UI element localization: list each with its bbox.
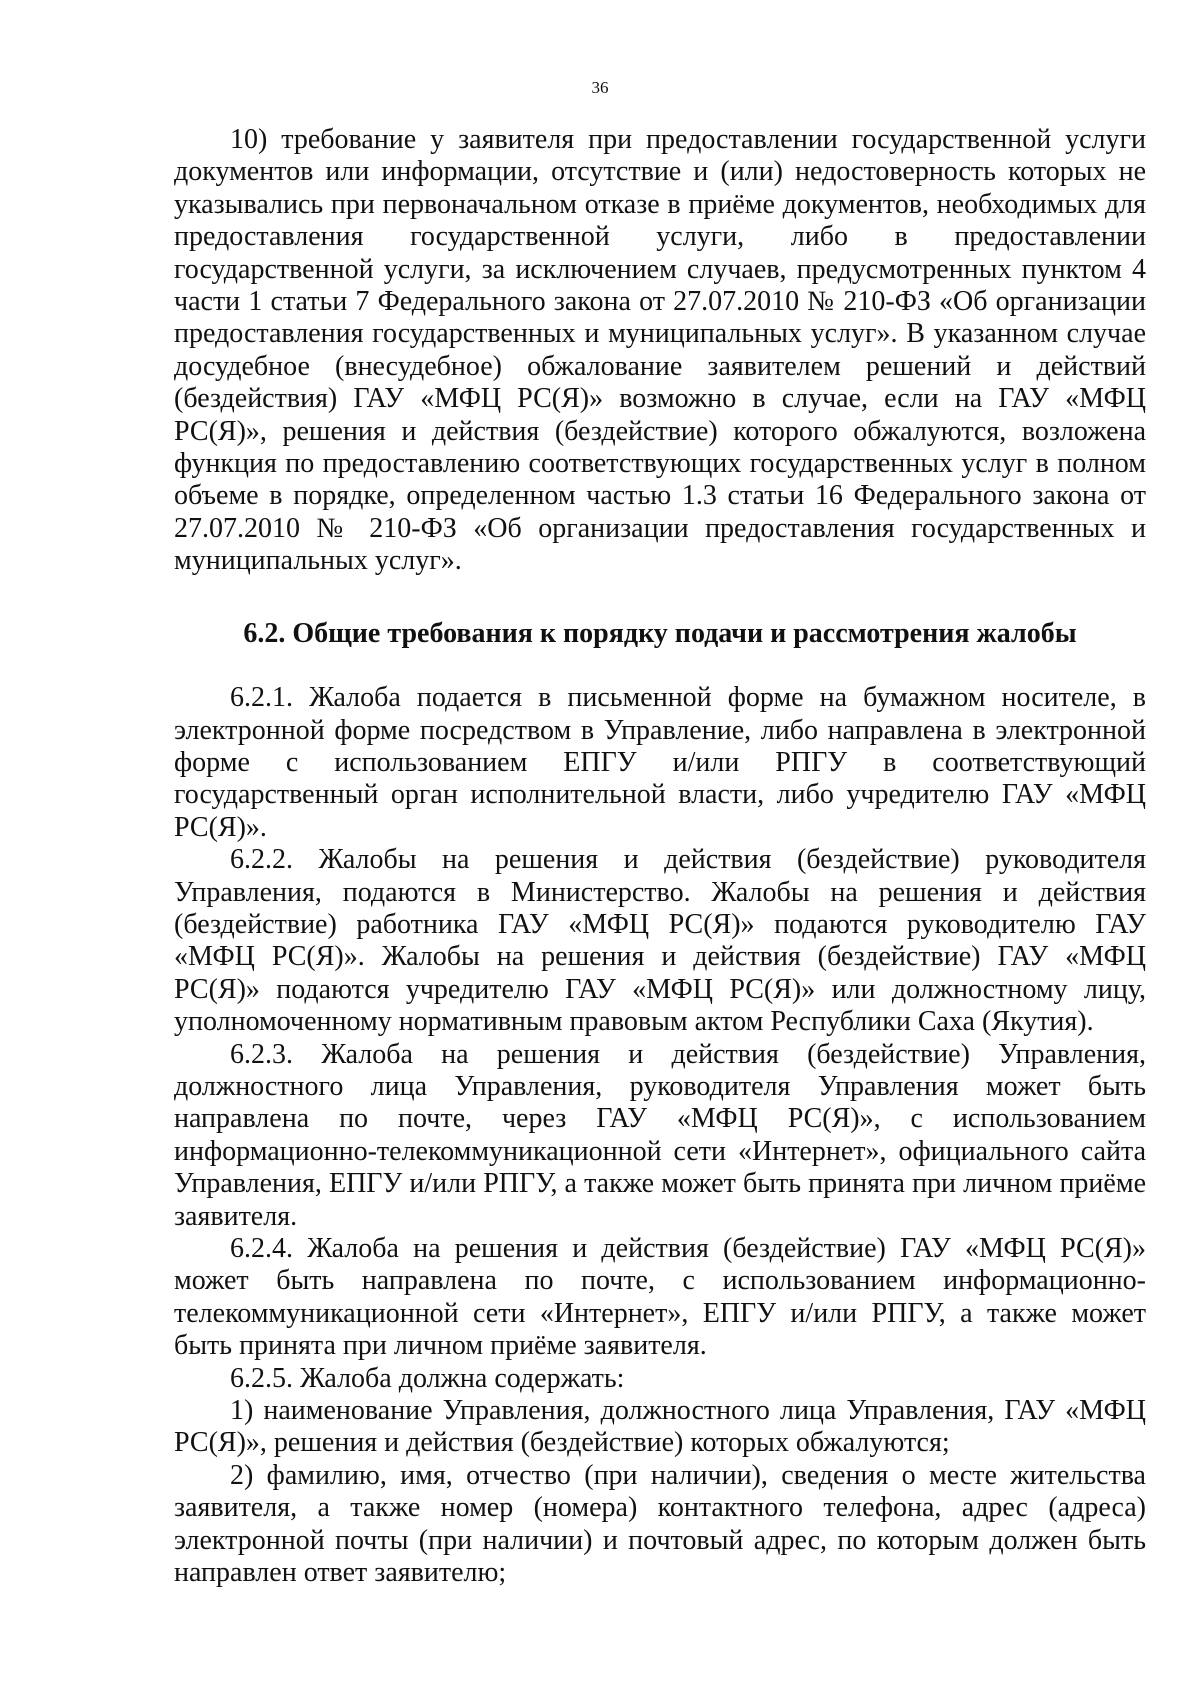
list-item-1: 1) наименование Управления, должностного лица Управления, ГАУ «МФЦ РС(Я)», решения и действия (бездействие) которых обжалуются;	[174, 1395, 1146, 1459]
paragraph-6-2-1: 6.2.1. Жалоба подается в письменной форме на бумажном носителе, в электронной форме посредством в Управление, либо направлена в электронной форме с использованием ЕПГУ и/или РПГУ в соответствующий государственный орган исполнительной власти, либо учредителю ГАУ «МФЦ РС(Я)».	[174, 682, 1146, 843]
list-item-2: 2) фамилию, имя, отчество (при наличии), сведения о месте жительства заявителя, а также номер (номера) контактного телефона, адрес (адреса) электронной почты (при наличии) и почтовый адрес, по которым должен быть направлен ответ заявителю;	[174, 1459, 1146, 1589]
paragraph-6-2-4: 6.2.4. Жалоба на решения и действия (бездействие) ГАУ «МФЦ РС(Я)» может быть направлена по почте, с использованием информационно-телекоммуникационной сети «Интернет», ЕПГУ и/или РПГУ, а также может быть принята при личном приёме заявителя.	[174, 1233, 1146, 1362]
paragraph-item-10: 10) требование у заявителя при предоставлении государственной услуги документов или информации, отсутствие и (или) недостоверность которых не указывались при первоначальном отказе в приёме документов, необходимых для предоставления государственной услуги, либо в предоставлении государственной услуги, за исключением случаев, предусмотренных пунктом 4 части 1 статьи 7 Федерального закона от 27.07.2010 № 210-ФЗ «Об организации предоставления государственных и муниципальных услуг». В указанном случае досудебное (внесудебное) обжалование заявителем решений и действий (бездействия) ГАУ «МФЦ РС(Я)» возможно в случае, если на ГАУ «МФЦ РС(Я)», решения и действия (бездействие) которого обжалуются, возложена функция по предоставлению соответствующих государственных услуг в полном объеме в порядке, определенном частью 1.3 статьи 16 Федерального закона от 27.07.2010 № 210-ФЗ «Об организации предоставления государственных и муниципальных услуг».	[174, 124, 1146, 577]
page-number: 36	[591, 78, 609, 97]
section-heading: 6.2. Общие требования к порядку подачи и рассмотрения жалобы	[243, 617, 1077, 649]
paragraph-6-2-3: 6.2.3. Жалоба на решения и действия (бездействие) Управления, должностного лица Управления, руководителя Управления может быть направлена по почте, через ГАУ «МФЦ РС(Я)», с использованием информационно-телекоммуникационной сети «Интернет», официального сайта Управления, ЕПГУ и/или РПГУ, а также может быть принята при личном приёме заявителя.	[174, 1038, 1146, 1232]
paragraph-6-2-5: 6.2.5. Жалоба должна содержать:	[230, 1362, 625, 1394]
document-body	[174, 124, 1146, 1589]
paragraph-6-2-2: 6.2.2. Жалобы на решения и действия (бездействие) руководителя Управления, подаются в Министерство. Жалобы на решения и действия (бездействие) работника ГАУ «МФЦ РС(Я)» подаются руководителю ГАУ «МФЦ РС(Я)». Жалобы на решения и действия (бездействие) ГАУ «МФЦ РС(Я)» подаются учредителю ГАУ «МФЦ РС(Я)» или должностному лицу, уполномоченному нормативным правовым актом Республики Саха (Якутия).	[174, 844, 1146, 1038]
